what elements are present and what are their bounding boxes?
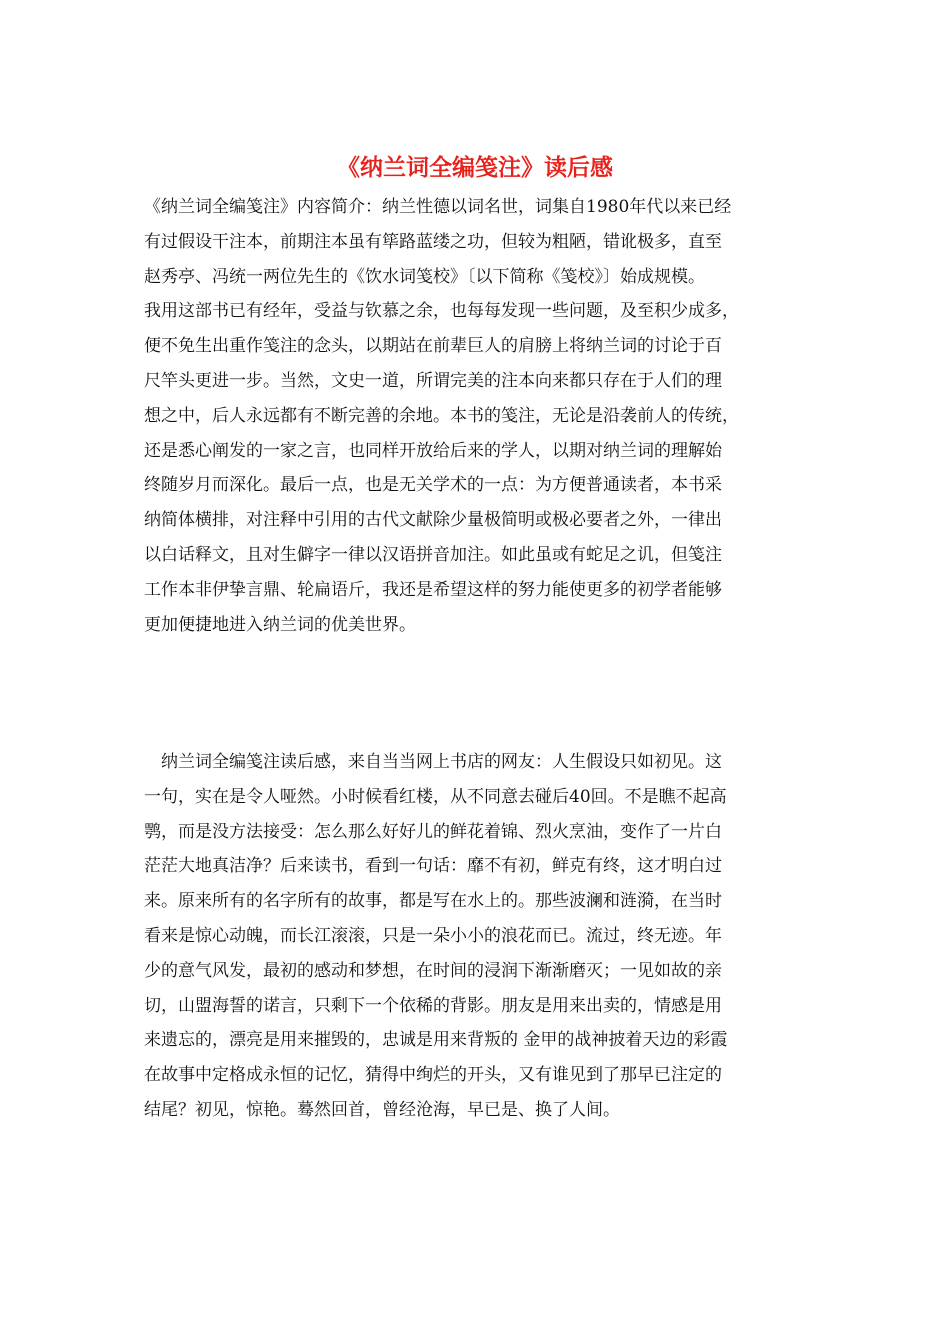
text-line: 纳兰词全编笺注读后感，来自当当网上书店的网友：人生假设只如初见。这 [144,752,722,772]
intro-paragraph [144,190,808,642]
review-paragraph [144,745,808,1128]
text-line: 茫茫大地真洁净？后来读书，看到一句话：靡不有初，鲜克有终，这才明白过 [144,856,722,877]
text-line: 纳简体横排，对注释中引用的古代文献除少量极简明或极必要者之外，一律出 [144,510,722,531]
text-line: 还是悉心阐发的一家之言，也同样开放给后来的学人，以期对纳兰词的理解始 [144,440,722,461]
text-line: 在故事中定格成永恒的记忆，猜得中绚烂的开头，又有谁见到了那早已注定的 [144,1065,722,1086]
text-line: 鹗，而是没方法接受：怎么那么好好儿的鲜花着锦、烈火烹油，变作了一片白 [144,821,722,842]
text-line: 想之中，后人永远都有不断完善的余地。本书的笺注，无论是沿袭前人的传统， [144,405,739,426]
text-line: 结尾？初见，惊艳。蓦然回首，曾经沧海，早已是、换了人间。 [144,1099,620,1120]
text-line: 来遗忘的，漂亮是用来摧毁的，忠诚是用来背叛的 金甲的战神披着天边的彩霞 [144,1030,728,1051]
text-line: 一句，实在是令人哑然。小时候看红楼，从不同意去碰后40回。不是瞧不起高 [144,786,727,807]
text-line: 少的意气风发，最初的感动和梦想，在时间的浸润下渐渐磨灭；一见如故的亲 [144,960,722,981]
text-line: 终随岁月而深化。最后一点，也是无关学术的一点：为方便普通读者，本书采 [144,475,722,496]
document-title: 《纳兰词全编笺注》读后感 [337,154,613,181]
text-line: 工作本非伊挚言鼎、轮扁语斤，我还是希望这样的努力能使更多的初学者能够 [144,579,722,600]
text-line: 以白话释文，且对生僻字一律以汉语拼音加注。如此虽或有蛇足之讥，但笺注 [144,544,722,565]
text-line: 赵秀亭、冯统一两位先生的《饮水词笺校》〔以下简称《笺校》〕始成规模。 [144,266,705,287]
text-line: 《纳兰词全编笺注》内容简介：纳兰性德以词名世，词集自1980年代以来已经 [144,197,732,217]
text-line: 我用这部书已有经年，受益与钦慕之余，也每每发现一些问题，及至积少成多， [144,301,739,322]
text-line: 便不免生出重作笺注的念头，以期站在前辈巨人的肩膀上将纳兰词的讨论于百 [144,336,722,357]
text-line: 有过假设干注本，前期注本虽有筚路蓝缕之功，但较为粗陋，错讹极多，直至 [144,231,722,252]
text-line: 尺竿头更进一步。当然，文史一道，所谓完美的注本向来都只存在于人们的理 [144,370,722,391]
text-line: 切，山盟海誓的诺言，只剩下一个依稀的背影。朋友是用来出卖的，情感是用 [144,995,722,1016]
text-line: 看来是惊心动魄，而长江滚滚，只是一朵小小的浪花而已。流过，终无迹。年 [144,925,722,946]
text-line: 更加便捷地进入纳兰词的优美世界。 [144,614,416,635]
text-line: 来。原来所有的名字所有的故事，都是写在水上的。那些波澜和涟漪，在当时 [144,891,722,912]
